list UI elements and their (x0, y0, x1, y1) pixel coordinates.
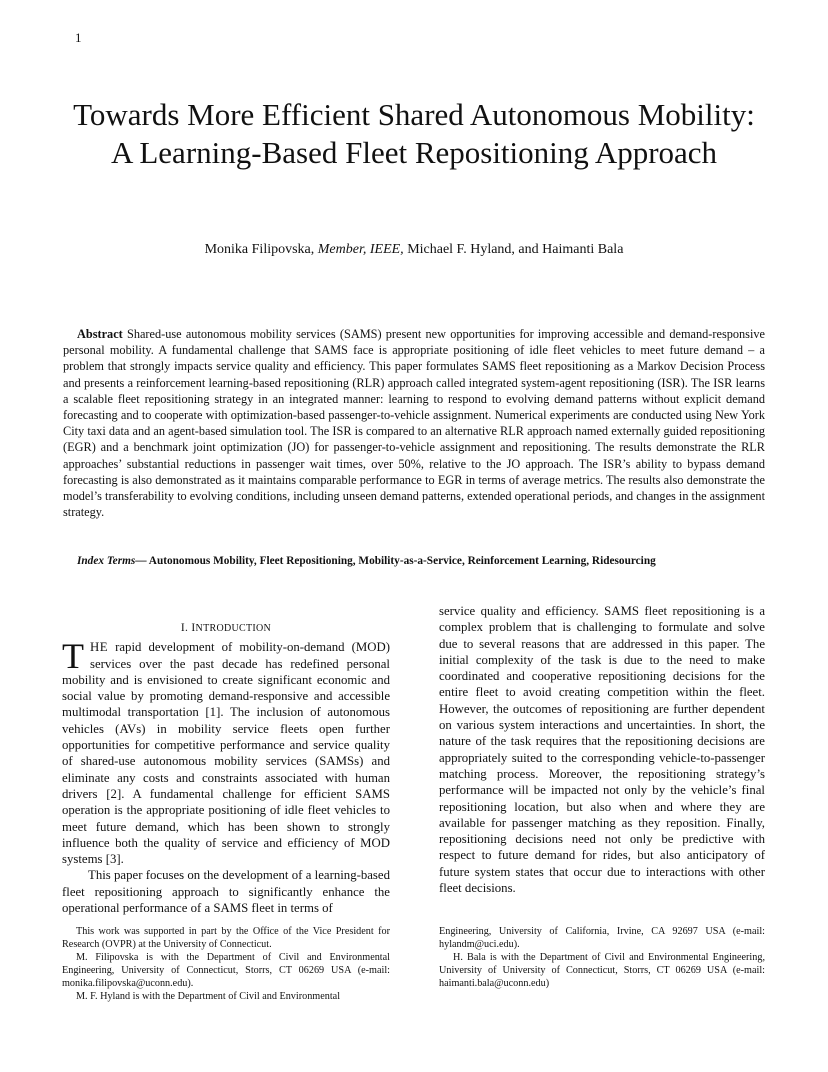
intro-paragraph-2-continued: service quality and efficiency. SAMS fleet repositioning is a complex problem that is challenging to formulate and solve due to several reasons that are addressed in this paper. The initial complexity of the task is due to the need to make coordinated and cooperative repositioning decisions for the entire fleet to avoid creating competition within the fleet. However, the outcomes of repositioning are further dependent on various system interactions and uncertainties. In short, the nature of the task requires that the repositioning decisions are appropriately suited to the corresponding vehicle-to-passenger matching process. Moreover, the repositioning strategy’s performance will be impacted not only by the vehicle’s final repositioning location, but also when and where they are available for passenger matching as they reposition. Finally, repositioning decisions need not only be predictive with respect to future demand for rides, but also anticipatory of future system states that occur due to interactions with other fleet decisions. (439, 604, 765, 896)
intro-paragraph-1-text: rapid development of mobility-on-demand (MOD) services over the past decade has redefined personal mobility and is envisioned to create significant economic and social value by promoting demand-responsive and accessible multimodal transportation [1]. The inclusion of autonomous vehicles (AVs) in mobility service fleets open further opportunities for competitive performance and service quality of shared-use autonomous mobility services (SAMSs) and eliminate any costs and constraints associated with human drivers [2]. A fundamental challenge for efficient SAMS operation is the appropriate positioning of idle fleet vehicles to meet future demand, which has been shown to strongly influence both the quality of service and efficiency of MOD systems [3]. (62, 640, 390, 867)
author-names-rest: Michael F. Hyland, and Haimanti Bala (407, 242, 624, 257)
author-affiliation: Member, IEEE, (317, 242, 404, 257)
abstract-label: Abstract (77, 327, 123, 341)
footnote-filipovska: M. Filipovska is with the Department of Civil and Environmental Engineering, University of Connecticut, Storrs, CT 06269 USA (e-mail: monika.filipovska@uconn.edu). (62, 952, 390, 989)
right-column (439, 603, 765, 896)
section-heading-introduction (62, 620, 390, 637)
intro-paragraph-1 (62, 636, 390, 867)
drop-cap: T (62, 636, 84, 677)
footnote-hyland-start: M. F. Hyland is with the Department of Civil and Environmental (76, 991, 341, 1002)
paper-title: Towards More Efficient Shared Autonomous Mobility: A Learning-Based Fleet Repositioning Approach (73, 97, 755, 170)
author-name-filipovska: Monika Filipovska, (204, 242, 315, 257)
left-column (62, 620, 390, 916)
author-line (60, 242, 768, 258)
section-title-rest: NTRODUCTION (195, 623, 272, 634)
index-terms (63, 554, 765, 569)
index-terms-text: Autonomous Mobility, Fleet Repositioning, Mobility-as-a-Service, Reinforcement Learning, Ridesourcing (148, 555, 656, 567)
index-terms-label: Index Terms (77, 555, 136, 567)
footnotes-right (439, 925, 765, 990)
intro-paragraph-2: This paper focuses on the development of a learning-based fleet repositioning approach to significantly enhance the operational performance of a SAMS fleet in terms of (62, 868, 390, 916)
section-title-initial: I (191, 622, 196, 634)
page-number: 1 (75, 30, 82, 45)
footnotes-left (62, 925, 390, 1003)
footnote-bala: H. Bala is with the Department of Civil and Environmental Engineering, University of University of Connecticut, Storrs, CT 06269 USA (e-mail: haimanti.bala@uconn.edu) (439, 952, 765, 989)
footnote-hyland-end: Engineering, University of California, Irvine, CA 92697 USA (e-mail: hylandm@uci.edu). (439, 926, 765, 950)
section-number: I. (180, 622, 189, 634)
intro-lead-word: HE (90, 640, 109, 655)
footnote-support: This work was supported in part by the Office of the Vice President for Research (OVPR) at the University of Connecticut. (62, 926, 390, 950)
abstract-text: Shared-use autonomous mobility services (SAMS) present new opportunities for improving accessible and demand-responsive personal mobility. A fundamental challenge that SAMS face is appropriate positioning of idle fleet vehicles to meet future demand – a problem that strongly impacts service quality and efficiency. This paper formulates SAMS fleet repositioning as a Markov Decision Process and presents a reinforcement learning-based repositioning (RLR) approach called integrated system-agent repositioning (ISR). The ISR learns a scalable fleet repositioning strategy in an integrated manner: learning to respond to evolving demand patterns without explicit demand forecasting and to cooperate with optimization-based passenger-to-vehicle assignment. Numerical experiments are conducted using New York City taxi data and an agent-based simulation tool. The ISR is compared to an alternative RLR approach named externally guided repositioning (EGR) and a benchmark joint optimization (JO) for passenger-to-vehicle assignment and repositioning. The results demonstrate the RLR approaches’ substantial reductions in passenger wait times, over 50%, relative to the JO approach. The ISR’s ability to bypass demand forecasting is also demonstrated as it maintains comparable performance to EGR in terms of average metrics. The results also demonstrate the model’s transferability to evolving conditions, including unseen demand patterns, extended operational periods, and changes in the assignment strategy. (63, 327, 765, 520)
index-terms-dash: — (135, 555, 147, 567)
abstract (63, 326, 765, 520)
